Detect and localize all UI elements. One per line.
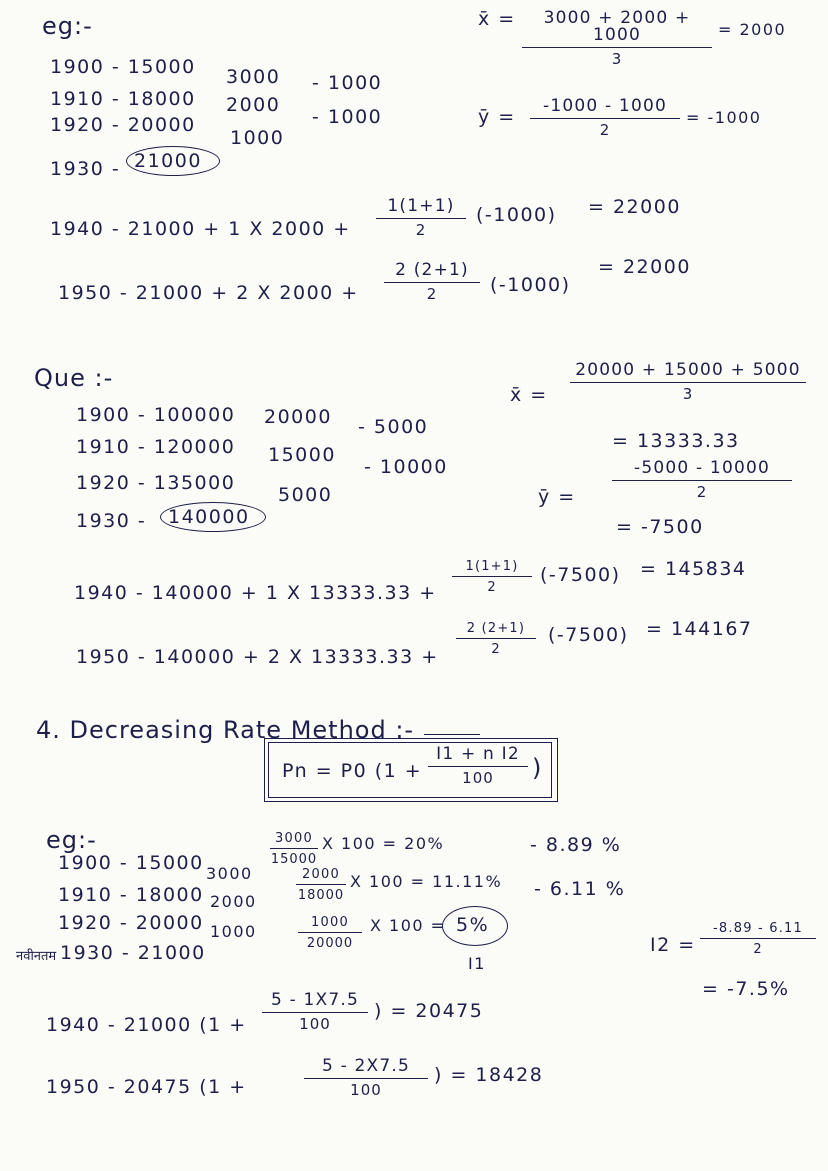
d-row-1940: 1940 - 21000 (1 + [46, 1014, 247, 1036]
d-1940-result: ) = 20475 [374, 1000, 484, 1022]
s1-row-1930: 1930 - [50, 158, 121, 180]
i2-fraction [700, 922, 816, 956]
d-row-1920: 1920 - 20000 [58, 912, 204, 934]
d-second-2: - 6.11 % [534, 878, 626, 900]
d-frac-2-den: 18000 [297, 888, 345, 903]
s1-1940-den: 2 [415, 221, 427, 239]
s1-1950-fraction [384, 262, 480, 302]
d-1940-num: 5 - 1X7.5 [262, 992, 368, 1013]
q-row-1940: 1940 - 140000 + 1 X 13333.33 + [74, 582, 437, 604]
ybar-fraction [530, 98, 680, 138]
q-xbar-denominator: 3 [682, 385, 694, 403]
ybar-numerator: -1000 - 1000 [530, 98, 680, 119]
d-row-1900: 1900 - 15000 [58, 852, 204, 874]
q-1950-tail: (-7500) [548, 624, 629, 646]
formula-fraction [428, 746, 528, 786]
s1-1950-num: 2 (2+1) [384, 262, 480, 283]
d-frac-3-den: 20000 [306, 936, 354, 951]
s1-diff-2: 2000 [226, 94, 281, 116]
ybar-label: ȳ = [478, 106, 516, 128]
d-circled-value: 5% [456, 914, 490, 936]
q-1940-den: 2 [487, 580, 497, 595]
q-row-1950: 1950 - 140000 + 2 X 13333.33 + [76, 646, 439, 668]
s1-1940-num: 1(1+1) [376, 198, 466, 219]
title-underline [424, 734, 480, 735]
d-sub-i1: I1 [468, 954, 486, 973]
xbar-numerator: 3000 + 2000 + 1000 [522, 10, 712, 48]
d-tail-1: X 100 = 20% [322, 834, 445, 853]
q-1950-num: 2 (2+1) [456, 622, 536, 639]
q-ybar-denominator: 2 [696, 483, 708, 501]
xbar-denominator: 3 [611, 50, 623, 68]
s1-diff2-2: - 1000 [312, 106, 383, 128]
i2-result: = -7.5% [702, 978, 790, 1000]
d-row-1910: 1910 - 18000 [58, 884, 204, 906]
s1-1950-den: 2 [426, 285, 438, 303]
q-row-1920: 1920 - 135000 [76, 472, 236, 494]
q-ybar-result: = -7500 [616, 516, 704, 538]
q-row-1900: 1900 - 100000 [76, 404, 236, 426]
q-diff-1: 20000 [264, 406, 332, 428]
s1-1950-tail: (-1000) [490, 274, 571, 296]
d-second-1: - 8.89 % [530, 834, 622, 856]
ybar-result: = -1000 [686, 108, 762, 127]
s1-row-1910: 1910 - 18000 [50, 88, 196, 110]
formula-close: ) [532, 754, 542, 782]
s1-diff2-1: - 1000 [312, 72, 383, 94]
q-row-1930: 1930 - [76, 510, 147, 532]
formula-denominator: 100 [462, 769, 494, 787]
d-1950-den: 100 [350, 1081, 382, 1099]
i2-label: I2 = [650, 934, 696, 956]
d-frac-1-den: 15000 [270, 852, 318, 867]
d-1950-result: ) = 18428 [434, 1064, 544, 1086]
q-1940-result: = 145834 [640, 558, 747, 580]
q-1950-result: = 144167 [646, 618, 753, 640]
d-tail-2: X 100 = 11.11% [350, 872, 503, 891]
q-ybar-numerator: -5000 - 10000 [612, 460, 792, 481]
d-1950-fraction [304, 1058, 428, 1098]
i2-denominator: 2 [753, 942, 763, 957]
q-1940-tail: (-7500) [540, 564, 621, 586]
s1-row-1940: 1940 - 21000 + 1 X 2000 + [50, 218, 351, 240]
d-diff-3: 1000 [210, 922, 257, 941]
d-frac-2-num: 2000 [296, 868, 346, 885]
q-xbar-fraction [570, 362, 806, 402]
d-frac-3 [298, 916, 362, 950]
q-ybar-fraction [612, 460, 792, 500]
q-1940-fraction [452, 560, 532, 594]
q-diff2-1: - 5000 [358, 416, 429, 438]
xbar-label: x̄ = [478, 8, 516, 30]
d-frac-3-num: 1000 [298, 916, 362, 933]
eg-heading: eg:- [42, 12, 93, 40]
s1-row-1920: 1920 - 20000 [50, 114, 196, 136]
q-ybar-label: ȳ = [538, 486, 576, 508]
xbar-fraction [522, 10, 712, 67]
d-diff-1: 3000 [206, 864, 253, 883]
q-1950-fraction [456, 622, 536, 656]
s1-1940-fraction [376, 198, 466, 238]
q-row-1910: 1910 - 120000 [76, 436, 236, 458]
d-row-1950: 1950 - 20475 (1 + [46, 1076, 247, 1098]
xbar-result: = 2000 [718, 20, 787, 39]
d-1950-num: 5 - 2X7.5 [304, 1058, 428, 1079]
s1-value-1930: 21000 [134, 150, 202, 172]
q-xbar-label: x̄ = [510, 384, 548, 406]
d-frac-1-num: 3000 [270, 832, 318, 849]
s1-diff-1: 3000 [226, 66, 281, 88]
formula-numerator: I1 + n I2 [428, 746, 528, 767]
que-heading: Que :- [34, 364, 114, 392]
i2-numerator: -8.89 - 6.11 [700, 922, 816, 939]
d-diff-2: 2000 [210, 892, 257, 911]
q-1940-num: 1(1+1) [452, 560, 532, 577]
s1-1940-result: = 22000 [588, 196, 681, 218]
s1-1940-tail: (-1000) [476, 204, 557, 226]
d-note: नवीनतम [16, 949, 57, 964]
s1-row-1900: 1900 - 15000 [50, 56, 196, 78]
s1-1950-result: = 22000 [598, 256, 691, 278]
q-diff-3: 5000 [278, 484, 333, 506]
q-value-1930: 140000 [168, 506, 250, 528]
s1-row-1950: 1950 - 21000 + 2 X 2000 + [58, 282, 359, 304]
method-title: 4. Decreasing Rate Method :- [36, 716, 415, 744]
d-1940-den: 100 [299, 1015, 331, 1033]
q-diff-2: 15000 [268, 444, 336, 466]
d-tail-3: X 100 = [370, 916, 446, 935]
q-1950-den: 2 [491, 642, 501, 657]
ybar-denominator: 2 [599, 121, 611, 139]
s1-diff-3: 1000 [230, 127, 285, 149]
eg2-heading: eg:- [46, 826, 97, 854]
formula-lhs: Pn = P0 (1 + [282, 760, 423, 782]
q-diff2-2: - 10000 [364, 456, 448, 478]
d-frac-2 [296, 868, 346, 902]
d-frac-1 [270, 832, 318, 866]
q-xbar-numerator: 20000 + 15000 + 5000 [570, 362, 806, 383]
d-1940-fraction [262, 992, 368, 1032]
q-xbar-result: = 13333.33 [612, 430, 740, 452]
d-row-1930: 1930 - 21000 [60, 942, 206, 964]
